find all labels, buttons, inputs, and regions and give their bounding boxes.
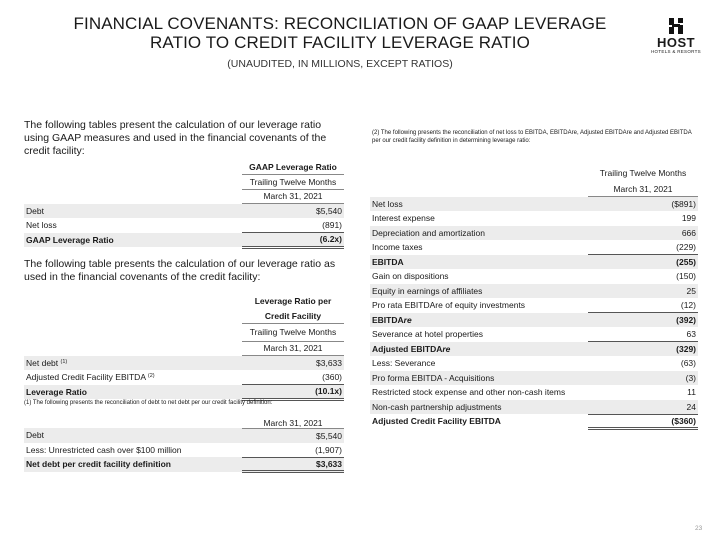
- footnote-1: (1) The following presents the reconciliation of debt to net debt per our credit facility definition:: [24, 400, 273, 406]
- row-label: Net loss: [26, 220, 57, 231]
- row-value: (392): [588, 313, 698, 328]
- row-label: Adjusted Credit Facility EBITDA: [372, 416, 501, 427]
- row-label: Net debt per credit facility definition: [24, 457, 242, 472]
- page-subtitle: (UNAUDITED, IN MILLIONS, EXCEPT RATIOS): [227, 58, 453, 70]
- row-label: EBITDA: [370, 255, 588, 270]
- row-label: Depreciation and amortization: [370, 226, 588, 241]
- row-value: (229): [588, 240, 698, 255]
- title-line-2: RATIO TO CREDIT FACILITY LEVERAGE RATIO: [150, 33, 530, 52]
- row-label: EBITDAre: [370, 313, 588, 328]
- table-row: [370, 313, 698, 328]
- table-row: [24, 385, 344, 400]
- ebitda-reconciliation-table: [370, 164, 698, 430]
- row-label: Net loss: [370, 197, 588, 212]
- row-value: (360): [242, 370, 344, 385]
- row-value: (10.1x): [242, 385, 344, 400]
- gaap-date: March 31, 2021: [242, 189, 344, 204]
- row-label: [24, 370, 242, 385]
- logo-tagline: HOTELS & RESORTS: [651, 49, 701, 54]
- row-label: Adjusted EBITDAre: [370, 342, 588, 357]
- table-row: [370, 211, 698, 226]
- row-label: Debt: [24, 204, 242, 219]
- row-value: (6.2x): [242, 233, 344, 248]
- row-value: $3,633: [242, 356, 344, 371]
- row-label: Severance at hotel properties: [372, 329, 484, 340]
- table-row: [370, 385, 698, 400]
- row-label: Equity in earnings of affiliates: [370, 284, 588, 299]
- ebitda-period: Trailing Twelve Months: [599, 168, 687, 178]
- row-label: Less: Severance: [372, 358, 436, 369]
- table-row: [370, 327, 698, 342]
- intro-gaap-text: The following tables present the calculation of our leverage ratio using GAAP measures and used in the financial covenants of the credit facility:: [24, 119, 327, 157]
- table-row: [370, 342, 698, 357]
- row-value: (891): [242, 218, 344, 233]
- row-label: Income taxes: [372, 242, 423, 253]
- row-label: Leverage Ratio: [24, 385, 242, 400]
- footnote-ref: (2): [147, 373, 155, 380]
- table-row: [370, 284, 698, 299]
- row-value: $5,540: [242, 428, 344, 443]
- row-label: Pro forma EBITDA - Acquisitions: [370, 371, 588, 386]
- row-value: (63): [680, 358, 696, 369]
- row-value: $3,633: [242, 457, 344, 472]
- table-row: [370, 356, 698, 371]
- page-number: 23: [695, 525, 703, 532]
- row-label: Non-cash partnership adjustments: [370, 400, 588, 415]
- table-row: [24, 370, 344, 385]
- table-row: [24, 457, 344, 472]
- intro-credit-facility-text: The following table presents the calculation of our leverage ratio as used in the financial covenants of the credit facility:: [24, 258, 336, 283]
- table-row: [24, 233, 344, 248]
- row-label: Interest expense: [372, 213, 435, 224]
- row-value: (329): [588, 342, 698, 357]
- gaap-leverage-table: [24, 160, 344, 249]
- row-value: ($891): [588, 197, 698, 212]
- credit-facility-leverage-table: [24, 294, 344, 401]
- table-row: [370, 255, 698, 270]
- cf-date: March 31, 2021: [242, 341, 344, 356]
- table-row: [24, 204, 344, 219]
- table-row: [370, 226, 698, 241]
- debt-date: March 31, 2021: [242, 410, 344, 428]
- row-label-text: Adjusted Credit Facility EBITDA: [26, 372, 146, 383]
- row-label: Restricted stock expense and other non-cash items: [372, 387, 566, 398]
- cf-period: Trailing Twelve Months: [242, 323, 344, 341]
- cf-col-title-1: Leverage Ratio per: [254, 296, 332, 307]
- row-label: Gain on dispositions: [372, 271, 449, 282]
- table-row: [370, 400, 698, 415]
- row-value: (12): [588, 298, 698, 313]
- table-row: [370, 371, 698, 386]
- row-value: 199: [681, 213, 696, 224]
- row-value: (150): [676, 271, 696, 282]
- table-row: [24, 428, 344, 443]
- row-value: (3): [588, 371, 698, 386]
- row-value: $5,540: [242, 204, 344, 219]
- logo-wordmark: HOST: [656, 35, 696, 50]
- row-value: 11: [687, 387, 696, 398]
- table-row: [24, 443, 344, 458]
- row-value: 666: [588, 226, 698, 241]
- ebitda-date: March 31, 2021: [588, 182, 698, 197]
- row-label: Less: Unrestricted cash over $100 million: [26, 444, 182, 455]
- row-value: ($360): [588, 414, 698, 429]
- table-row: [370, 414, 698, 429]
- host-logo: [650, 18, 702, 54]
- row-value: 25: [588, 284, 698, 299]
- net-debt-table: [24, 410, 344, 473]
- footnote-2: (2) The following presents the reconciliation of net loss to EBITDA, EBITDAre, Adjusted EBITDAre and Adjusted EBITDA per our credit facility definition in determining leverage ratio:: [372, 130, 692, 144]
- row-value: (255): [588, 255, 698, 270]
- row-label: Pro rata EBITDAre of equity investments: [372, 300, 526, 311]
- row-label: GAAP Leverage Ratio: [24, 233, 242, 248]
- row-label: [24, 356, 242, 371]
- table-row: [370, 269, 698, 284]
- table-row: [24, 356, 344, 371]
- row-label: Debt: [24, 428, 242, 443]
- page-title: [40, 14, 640, 52]
- cf-col-title-2: Credit Facility: [242, 309, 344, 324]
- table-row: [370, 298, 698, 313]
- row-value: 24: [588, 400, 698, 415]
- table-row: [370, 240, 698, 255]
- footnote-ref: (1): [60, 358, 68, 365]
- row-label-text: Net debt: [26, 357, 59, 368]
- table-row: [370, 197, 698, 212]
- host-logo-icon: [669, 18, 683, 34]
- title-line-1: FINANCIAL COVENANTS: RECONCILIATION OF GAAP LEVERAGE: [73, 14, 607, 33]
- table-row: [24, 218, 344, 233]
- gaap-col-title: GAAP Leverage Ratio: [242, 160, 344, 175]
- row-value: (1,907): [242, 443, 344, 458]
- row-value: 63: [588, 327, 698, 342]
- gaap-period: Trailing Twelve Months: [242, 175, 344, 190]
